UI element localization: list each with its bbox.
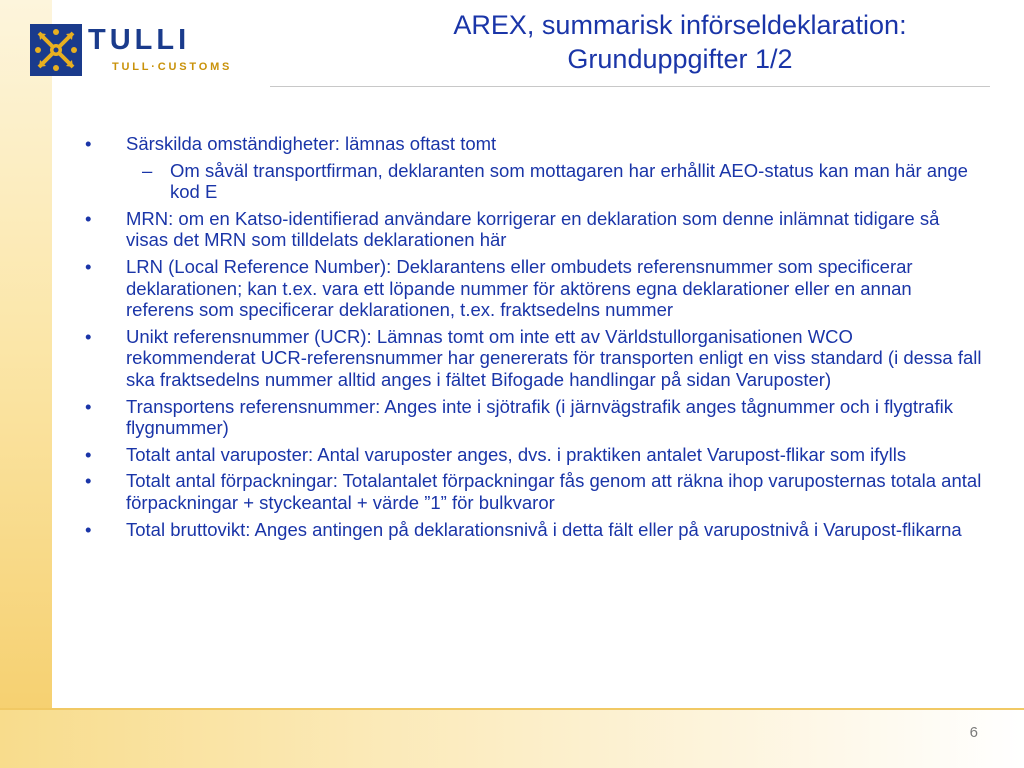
list-item xyxy=(84,444,984,466)
bullet-marker: • xyxy=(85,470,92,492)
slide-title-line-2: Grunduppgifter 1/2 xyxy=(567,44,793,74)
bullet-marker: • xyxy=(85,325,92,347)
list-item-text: MRN: om en Katso-identifierad användare korrigerar en deklaration som denne inlämnat tidigare så visas det MRN som tilldelats deklarationen här xyxy=(126,207,940,251)
bullet-marker: • xyxy=(85,133,92,154)
list-item-text: Totalt antal förpackningar: Totalantalet förpackningar fås genom att räkna ihop varuposternas totala antal förpackningar + styckeantal + värde ”1” för bulkvaror xyxy=(126,470,982,513)
customs-emblem-icon xyxy=(30,24,82,76)
list-item xyxy=(84,133,984,155)
list-item-text: Total bruttovikt: Anges antingen på deklarationsnivå i detta fält eller på varupostnivå i Varupost-flikarna xyxy=(126,518,962,540)
sub-bullet-marker: – xyxy=(142,159,153,181)
bullet-marker: • xyxy=(85,518,92,540)
tulli-logo xyxy=(30,24,270,76)
list-item-text: Transportens referensnummer: Anges inte i sjötrafik (i järnvägstrafik anges tågnummer och i flygtrafik flygnummer) xyxy=(126,395,954,439)
page-number: 6 xyxy=(969,724,978,741)
footer-decoration-band xyxy=(0,710,1024,768)
bullet-marker: • xyxy=(85,255,92,277)
list-item-text: LRN (Local Reference Number): Deklarantens eller ombudets referensnummer som specificerar deklarationen; kan t.ex. vara ett löpande nummer för aktörens egna deklarationer eller en annan referens som specificerar deklarationen, t.ex. fraktsedelns nummer xyxy=(126,255,913,321)
slide-title xyxy=(330,8,1024,76)
bullet-marker: • xyxy=(85,395,92,417)
sub-list-item xyxy=(84,160,984,203)
list-item-text: Totalt antal varuposter: Antal varuposter anges, dvs. i praktiken antalet Varupost-flikar som ifylls xyxy=(126,443,907,465)
logo-wordmark: TULLI xyxy=(88,24,191,56)
side-decoration-band xyxy=(0,0,52,768)
list-item xyxy=(84,256,984,321)
slide-title-line-1: AREX, summarisk införseldeklaration: xyxy=(453,10,907,40)
list-item xyxy=(84,396,984,439)
list-item xyxy=(84,326,984,391)
sub-list-item-text: Om såväl transportfirman, deklaranten som mottagaren har erhållit AEO-status kan man här ange kod E xyxy=(170,159,968,203)
title-divider xyxy=(270,86,990,87)
list-item xyxy=(84,519,984,541)
bullet-marker: • xyxy=(85,443,92,465)
logo-subtitle: TULL·CUSTOMS xyxy=(112,61,233,73)
list-item-text: Unikt referensnummer (UCR): Lämnas tomt om inte ett av Världstullorganisationen WCO rekommenderat UCR-referensnummer har genererats för transporten enligt en viss standard (i dessa fall ska fraktsedelns nummer alltid anges i fältet Bifogade handlingar på sidan Varuposter) xyxy=(126,325,982,390)
bullet-marker: • xyxy=(85,207,92,229)
list-item xyxy=(84,208,984,251)
list-item-text: Särskilda omständigheter: lämnas oftast tomt xyxy=(126,133,497,154)
list-item xyxy=(84,470,984,513)
bullet-list xyxy=(84,133,984,545)
